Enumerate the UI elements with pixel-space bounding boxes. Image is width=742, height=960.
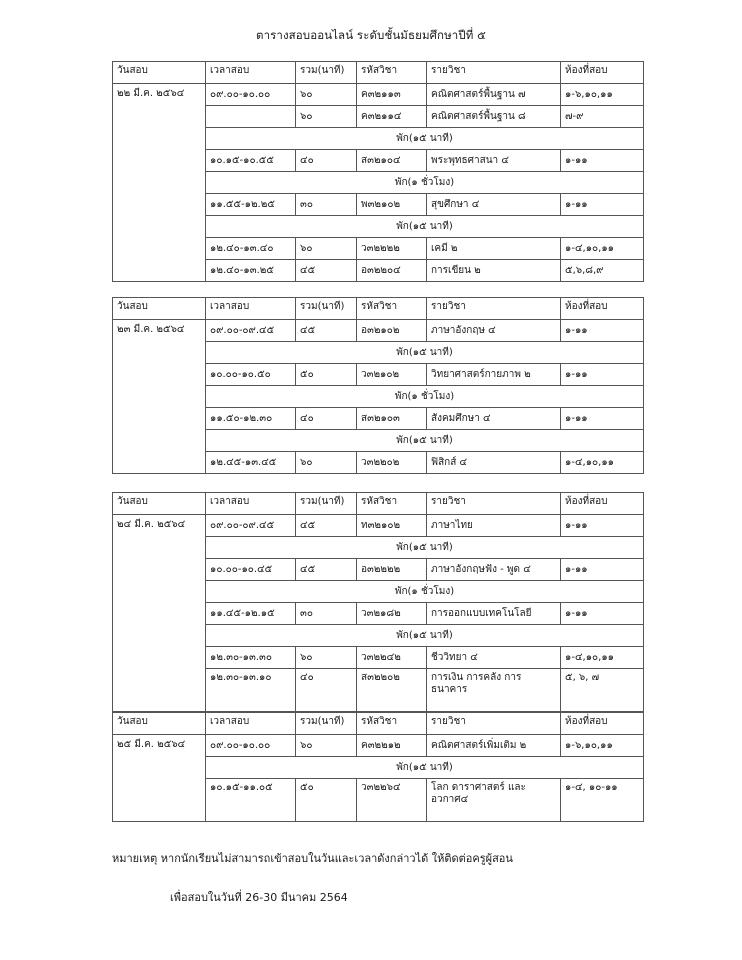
subject-name: คณิตศาสตร์พื้นฐาน ๘ <box>427 106 561 128</box>
table-row <box>113 84 644 106</box>
exam-duration: ๓๐ <box>296 194 357 216</box>
exam-duration: ๓๐ <box>296 603 357 625</box>
break-label: พัก(๑ ชั่วโมง) <box>206 172 644 194</box>
exam-duration: ๔๕ <box>296 515 357 537</box>
break-label: พัก(๑๕ นาที) <box>206 342 644 364</box>
exam-duration: ๔๕ <box>296 559 357 581</box>
header-row <box>113 62 644 84</box>
header-row <box>113 493 644 515</box>
exam-time <box>206 106 296 128</box>
exam-time: ๐๙.๐๐-๑๐.๐๐ <box>206 84 296 106</box>
header-room: ห้องที่สอบ <box>561 62 644 84</box>
exam-duration: ๔๕ <box>296 320 357 342</box>
exam-room: ๑-๔,๑๐,๑๑ <box>561 647 644 669</box>
break-label: พัก(๑ ชั่วโมง) <box>206 386 644 408</box>
subject-code: ว๓๒๒๐๒ <box>357 452 427 474</box>
header-time: เวลาสอบ <box>206 62 296 84</box>
exam-room: ๑-๑๑ <box>561 603 644 625</box>
exam-time: ๑๐.๑๕-๑๐.๕๕ <box>206 150 296 172</box>
header-subject: รายวิชา <box>427 713 561 735</box>
exam-time: ๑๐.๑๕-๑๑.๐๕ <box>206 779 296 822</box>
subject-code: ว๓๒๒๖๔ <box>357 779 427 822</box>
header-room: ห้องที่สอบ <box>561 298 644 320</box>
subject-code: ว๓๒๑๘๒ <box>357 603 427 625</box>
subject-name: สุขศึกษา ๔ <box>427 194 561 216</box>
footnote: หมายเหตุ หากนักเรียนไม่สามารถเข้าสอบในวันและเวลาดังกล่าวได้ ให้ติดต่อครูผู้สอน <box>112 852 513 865</box>
header-duration: รวม(นาที) <box>296 713 357 735</box>
subject-code: ส๓๒๒๐๒ <box>357 669 427 712</box>
exam-duration: ๖๐ <box>296 238 357 260</box>
table-row <box>113 515 644 537</box>
schedule-table-day-3 <box>112 492 644 712</box>
exam-room: ๑-๑๑ <box>561 320 644 342</box>
subject-name: พระพุทธศาสนา ๔ <box>427 150 561 172</box>
header-code: รหัสวิชา <box>357 298 427 320</box>
subject-name: การเงิน การคลัง การธนาคาร <box>427 669 561 712</box>
break-label: พัก(๑๕ นาที) <box>206 625 644 647</box>
subject-name: วิทยาศาสตร์กายภาพ ๒ <box>427 364 561 386</box>
subject-code: ว๓๒๒๔๒ <box>357 647 427 669</box>
table-row <box>113 735 644 757</box>
subject-name: คณิตศาสตร์เพิ่มเติม ๒ <box>427 735 561 757</box>
exam-duration: ๕๐ <box>296 779 357 822</box>
break-label: พัก(๑๕ นาที) <box>206 128 644 150</box>
exam-room: ๑-๖,๑๐,๑๑ <box>561 735 644 757</box>
subject-name: การเขียน ๒ <box>427 260 561 282</box>
break-label: พัก(๑๕ นาที) <box>206 430 644 452</box>
exam-room: ๑-๔, ๑๐-๑๑ <box>561 779 644 822</box>
header-date: วันสอบ <box>113 62 206 84</box>
exam-time: ๑๒.๓๐-๑๓.๑๐ <box>206 669 296 712</box>
exam-date: ๒๓ มี.ค. ๒๕๖๔ <box>113 320 206 474</box>
exam-duration: ๖๐ <box>296 84 357 106</box>
header-subject: รายวิชา <box>427 298 561 320</box>
subject-name: ฟิสิกส์ ๔ <box>427 452 561 474</box>
exam-time: ๐๙.๐๐-๐๙.๔๕ <box>206 320 296 342</box>
exam-date: ๒๒ มี.ค. ๒๕๖๔ <box>113 84 206 282</box>
exam-room: ๑-๔,๑๐,๑๑ <box>561 452 644 474</box>
subject-name: คณิตศาสตร์พื้นฐาน ๗ <box>427 84 561 106</box>
subject-name: โลก ดาราศาสตร์ และ อวกาศ๔ <box>427 779 561 822</box>
exam-duration: ๖๐ <box>296 106 357 128</box>
break-label: พัก(๑ ชั่วโมง) <box>206 581 644 603</box>
exam-time: ๑๑.๔๕-๑๒.๑๕ <box>206 603 296 625</box>
header-time: เวลาสอบ <box>206 298 296 320</box>
subject-code: ส๓๒๑๐๔ <box>357 150 427 172</box>
header-row <box>113 298 644 320</box>
page-title: ตารางสอบออนไลน์ ระดับชั้นมัธยมศึกษาปีที่ ๕ <box>256 28 486 42</box>
exam-duration: ๔๐ <box>296 150 357 172</box>
exam-room: ๑-๔,๑๐,๑๑ <box>561 238 644 260</box>
subject-code: ว๓๒๒๒๒ <box>357 238 427 260</box>
subject-name: การออกแบบเทคโนโลยี <box>427 603 561 625</box>
exam-time: ๑๒.๔๐-๑๓.๔๐ <box>206 238 296 260</box>
break-label: พัก(๑๕ นาที) <box>206 537 644 559</box>
subject-code: อ๓๒๑๐๒ <box>357 320 427 342</box>
header-code: รหัสวิชา <box>357 493 427 515</box>
header-code: รหัสวิชา <box>357 62 427 84</box>
exam-duration: ๔๐ <box>296 408 357 430</box>
exam-room: ๑-๑๑ <box>561 364 644 386</box>
header-duration: รวม(นาที) <box>296 298 357 320</box>
subject-name: ชีววิทยา ๔ <box>427 647 561 669</box>
subject-name: เคมี ๒ <box>427 238 561 260</box>
subject-code: ท๓๒๑๐๒ <box>357 515 427 537</box>
subject-code: ว๓๒๑๐๒ <box>357 364 427 386</box>
subject-code: ค๓๒๑๑๔ <box>357 106 427 128</box>
exam-duration: ๔๐ <box>296 669 357 712</box>
exam-room: ๕,๖,๘,๙ <box>561 260 644 282</box>
exam-time: ๐๙.๐๐-๑๐.๐๐ <box>206 735 296 757</box>
break-label: พัก(๑๕ นาที) <box>206 757 644 779</box>
exam-room: ๑-๑๑ <box>561 559 644 581</box>
exam-time: ๑๐.๐๐-๑๐.๕๐ <box>206 364 296 386</box>
schedule-table-day-2 <box>112 297 644 474</box>
exam-room: ๗-๙ <box>561 106 644 128</box>
exam-duration: ๕๐ <box>296 364 357 386</box>
subject-name: สังคมศึกษา ๔ <box>427 408 561 430</box>
header-date: วันสอบ <box>113 713 206 735</box>
exam-room: ๑-๖,๑๐,๑๑ <box>561 84 644 106</box>
subject-code: อ๓๒๒๒๒ <box>357 559 427 581</box>
exam-duration: ๖๐ <box>296 647 357 669</box>
subject-name: ภาษาไทย <box>427 515 561 537</box>
subject-code: ค๓๒๑๑๓ <box>357 84 427 106</box>
exam-time: ๑๐.๐๐-๑๐.๔๕ <box>206 559 296 581</box>
exam-duration: ๖๐ <box>296 452 357 474</box>
header-time: เวลาสอบ <box>206 493 296 515</box>
subject-name: ภาษาอังกฤษฟัง - พูด ๔ <box>427 559 561 581</box>
header-subject: รายวิชา <box>427 62 561 84</box>
exam-room: ๕, ๖, ๗ <box>561 669 644 712</box>
header-row <box>113 713 644 735</box>
exam-time: ๑๑.๕๐-๑๒.๓๐ <box>206 408 296 430</box>
header-date: วันสอบ <box>113 493 206 515</box>
exam-room: ๑-๑๑ <box>561 408 644 430</box>
exam-date: ๒๕ มี.ค. ๒๕๖๔ <box>113 735 206 822</box>
header-room: ห้องที่สอบ <box>561 713 644 735</box>
subject-code: ค๓๒๒๑๒ <box>357 735 427 757</box>
exam-time: ๑๑.๕๕-๑๒.๒๕ <box>206 194 296 216</box>
exam-date: ๒๔ มี.ค. ๒๕๖๔ <box>113 515 206 712</box>
header-code: รหัสวิชา <box>357 713 427 735</box>
subject-code: พ๓๒๑๐๒ <box>357 194 427 216</box>
exam-time: ๑๒.๔๕-๑๓.๔๕ <box>206 452 296 474</box>
exam-room: ๑-๑๑ <box>561 150 644 172</box>
exam-time: ๐๙.๐๐-๐๙.๔๕ <box>206 515 296 537</box>
header-room: ห้องที่สอบ <box>561 493 644 515</box>
header-date: วันสอบ <box>113 298 206 320</box>
exam-room: ๑-๑๑ <box>561 194 644 216</box>
schedule-table-day-4 <box>112 712 644 822</box>
exam-time: ๑๒.๔๐-๑๓.๒๕ <box>206 260 296 282</box>
footnote-makeup-dates: เพื่อสอบในวันที่ 26-30 มีนาคม 2564 <box>170 891 348 904</box>
header-time: เวลาสอบ <box>206 713 296 735</box>
exam-room: ๑-๑๑ <box>561 515 644 537</box>
break-label: พัก(๑๕ นาที) <box>206 216 644 238</box>
subject-code: อ๓๒๒๐๔ <box>357 260 427 282</box>
schedule-table-day-1 <box>112 61 644 282</box>
exam-duration: ๖๐ <box>296 735 357 757</box>
subject-name: ภาษาอังกฤษ ๔ <box>427 320 561 342</box>
exam-time: ๑๒.๓๐-๑๓.๓๐ <box>206 647 296 669</box>
subject-code: ส๓๒๑๐๓ <box>357 408 427 430</box>
header-duration: รวม(นาที) <box>296 493 357 515</box>
exam-duration: ๔๕ <box>296 260 357 282</box>
table-row <box>113 320 644 342</box>
header-subject: รายวิชา <box>427 493 561 515</box>
header-duration: รวม(นาที) <box>296 62 357 84</box>
